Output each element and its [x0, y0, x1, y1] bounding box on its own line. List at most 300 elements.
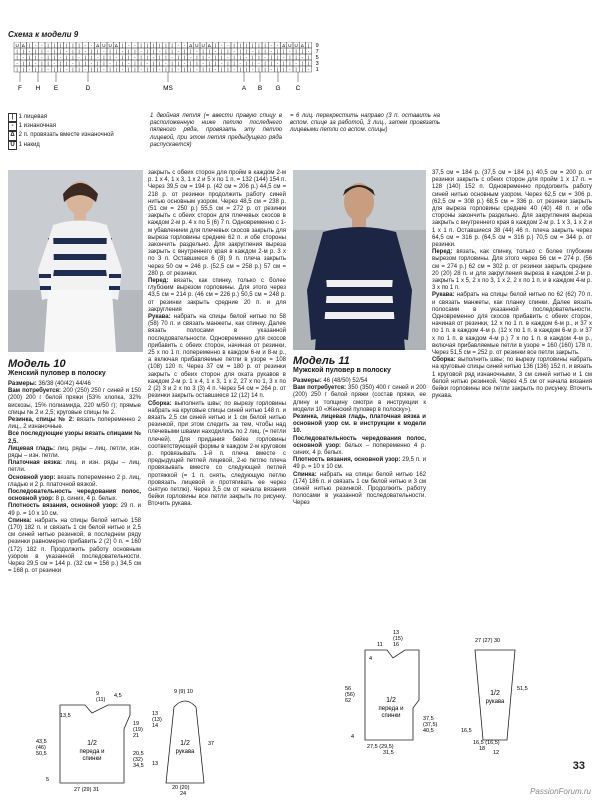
chart-symbol: -	[84, 67, 87, 72]
chart-symbol: |	[190, 67, 192, 72]
chart-symbol: |	[140, 43, 142, 48]
col1-paragraph-label: Последовательность чередования полос, основной узор:	[8, 489, 141, 503]
legend-text-1: 1 лицевая	[18, 114, 47, 120]
chart-symbol: |	[221, 49, 223, 54]
col1-paragraph	[8, 446, 141, 460]
chart-symbol: |	[146, 67, 148, 72]
chart-symbol: |	[159, 55, 161, 60]
col3-paragraph-text: белых – попеременно 4 р. синих, 4 р. белых.	[293, 442, 427, 457]
legend-row-2	[8, 122, 128, 131]
chart-symbol: |	[59, 43, 62, 48]
chart-symbol: |	[152, 61, 155, 66]
chart-symbol: -	[134, 43, 136, 48]
model-10-sleeves-text: набрать на спицы белой нитью по 58 (58) 70 п. и связать манжеты, как спинку. Далее вязать полосами в указанной последовательности. Одновременно для скосов прибавить с обеих сторон, начиная от резинки, 25 х по 1 п. попеременно в каждом 6-м и 8-м р., а включая прибавляемые петли в узоре = 108 (108) 120 п. Через 37 см = 180 р. от резинки закрыть с обеих сторон для оката рукавов в каждом 2-м р. 1 х 4, 1 х 3, 1 х 2, 27 х по 1, 3 х по 2 (2) 3 и 2 х по 3 (3) 4 п. Через 54 см = 264 р. от резинки закрыть оставшиеся 12 (12) 14 п.	[148, 314, 286, 400]
chart-symbol: |	[78, 61, 80, 66]
chart-symbol: |	[84, 55, 86, 60]
dim-11-s5: 18	[479, 746, 486, 752]
dim-10-l: (32)	[133, 757, 143, 763]
model-11-front-text: вязать, как спинку, только с более глубоким вырезом горловины. Для этого через 56 см = 274 р. (56 см = 274 р.) 62 см = 302 р. от резинки закрыть средние 20 (20) 28 п. и для закругления выреза в каждом 2-м р. закрыть 1 х 5, 2 х по 3, 1 х 2, 2 х по 1 п. и в каждом 4-м р. 3 х по 1 п.	[432, 249, 592, 292]
chart-symbol: -	[289, 67, 291, 72]
chart-symbol: |	[134, 49, 136, 54]
chart-marker-letter: E	[53, 85, 59, 92]
chart-marker-letter: MS	[163, 85, 173, 92]
model-11-continued-column	[432, 170, 592, 401]
chart-symbol: |	[72, 67, 74, 72]
col3-paragraph-label: Плотность вязания, основной узор:	[293, 457, 401, 464]
col1-paragraph	[8, 431, 141, 445]
model-11-body-label: 1/2	[386, 697, 396, 704]
col3-paragraph-text: 350 (350) 400 г синей и 200 (200) 250 г белой пряжи (состав пряжи, ее длину и толщину смотри в инструкции к модели 10 «Женский пуловер в полоску»).	[293, 385, 426, 413]
model-11-body-outline	[365, 650, 419, 740]
chart-row-number: 7	[315, 49, 319, 55]
chart-symbol: |	[202, 67, 204, 72]
dim-10-s5: 37	[208, 741, 215, 747]
dim-11-k: 40,5	[423, 728, 434, 734]
schema-title: Схема к модели 9	[8, 30, 79, 39]
chart-symbol: |	[202, 55, 204, 60]
chart-marker-letter: B	[257, 85, 263, 92]
chart-symbol: -	[28, 49, 31, 54]
col3-paragraph-text: 29,5 п. и 49 р. = 10 х 10 см.	[293, 457, 426, 471]
chart-symbol: |	[152, 43, 155, 48]
chart-symbol: |	[16, 55, 18, 60]
legend-symbol-2: -	[8, 122, 17, 131]
col1-paragraph-label: Размеры:	[8, 381, 37, 387]
chart-symbol: |	[264, 49, 266, 54]
chart-symbol: |	[152, 49, 155, 54]
dim-10-s4: 14	[152, 723, 159, 729]
dim-11-b: (15)	[393, 636, 403, 642]
chart-symbol: -	[121, 67, 124, 72]
chart-symbol: -	[146, 61, 149, 66]
dim-11-h: 62	[345, 698, 352, 704]
col1-paragraph-label: Плотность вязания, основной узор:	[8, 503, 118, 510]
chart-symbol: -	[270, 43, 273, 48]
model-11-back-text: 37,5 см = 184 р. (37,5 см = 184 р.) 40,5 см = 200 р. от резинки закрыть с обеих сторон для пройм 1 х 17 п. = 128 (140) 152 п. Одновременно продолжить работу синей нитью основным узором. Через 62,5 см = 306 р. (62,5 см = 308 р.) 68,5 см = 336 р. от резинки закрыть для выреза горловины средние 40 (40) 48 п. и обе стороны закончить раздельно. Для закругления выреза закрыть с внутреннего края в каждом 2-м р. 1 х 3, 1 х 2 и 1 х 1 п. Оставшиеся 38 (44) 46 п. плеча закрыть через 64,5 см = 316 р. (64,5 см = 316 р.) 70,5 см = 344 р. от резинки.	[432, 170, 592, 249]
chart-symbol: |	[171, 61, 173, 66]
chart-symbol: |	[140, 61, 142, 66]
chart-symbol: |	[270, 55, 272, 60]
chart-symbol: |	[41, 49, 43, 54]
chart-symbol: |	[208, 67, 210, 72]
chart-symbol: |	[301, 49, 303, 54]
chart-symbol: |	[103, 61, 105, 66]
watermark: PassionForum.ru	[530, 787, 591, 796]
chart-row-number: 5	[315, 55, 319, 61]
chart-symbol: Δ	[207, 43, 211, 48]
chart-symbol: -	[307, 67, 310, 72]
chart-symbol: -	[233, 49, 235, 54]
col3-paragraph	[293, 436, 426, 458]
chart-symbol: -	[90, 43, 93, 48]
chart-symbol: Δ	[96, 43, 100, 48]
chart-symbol: |	[53, 55, 55, 60]
chart-symbol: |	[72, 43, 74, 48]
dim-10-b: (11)	[96, 697, 106, 703]
col1-paragraph	[8, 475, 141, 489]
chart-symbol: |	[146, 55, 148, 60]
chart-symbol: -	[140, 67, 142, 72]
chart-symbol: |	[72, 55, 74, 60]
chart-symbol: |	[295, 67, 297, 72]
chart-symbol: -	[65, 49, 68, 54]
model-11-title: Модель 11	[293, 355, 350, 367]
chart-symbol: |	[28, 55, 31, 60]
col3-paragraph-text: 46 (48/50) 52/54	[321, 378, 368, 384]
chart-symbol: |	[72, 49, 74, 54]
chart-symbol: |	[183, 67, 186, 72]
dim-10-m: 34,5	[133, 763, 144, 769]
col3-paragraph-text: набрать на спицы белой нитью 162 (174) 186 п. и связать 1 см белой нитью и 3 см синей нитью резинкой. Продолжить работу полосами в указанной последовательности. Через	[293, 471, 426, 507]
col1-paragraph-text: 29 п. и 49 р. = 10 х 10 см.	[8, 503, 141, 517]
col1-paragraph-text: вязать попеременно 2 лиц., 2 изнаночные.	[8, 417, 141, 431]
chart-symbol: |	[90, 55, 93, 60]
chart-symbol: -	[276, 61, 279, 66]
chart-symbol: -	[90, 61, 93, 66]
chart-symbol: |	[16, 49, 18, 54]
col1-paragraph-label: Платочная вязка:	[8, 460, 63, 467]
model-10-sleeve-diagram	[150, 685, 220, 800]
model-10-body-label-3: спинки	[82, 756, 102, 762]
chart-symbol: |	[28, 43, 31, 48]
chart-symbol: |	[307, 55, 310, 60]
chart-symbol: |	[276, 67, 279, 72]
chart-symbol: |	[245, 43, 248, 48]
chart-symbol: |	[258, 49, 260, 54]
chart-symbol: U	[294, 43, 298, 48]
chart-symbol: |	[97, 61, 99, 66]
chart-symbol: |	[121, 43, 124, 48]
col3-paragraph	[293, 414, 426, 436]
dim-11-d: 11	[377, 642, 383, 648]
chart-symbol: |	[252, 43, 254, 48]
model-11-sleeves-text: набрать на спицы белой нитью по 62 (62) 70 п. и связать манжеты, как планку спинки. Далее вязать полосами в указанной последовательности. Одновременно для скосов прибавить с обеих сторон, начиная от резинки, 12 х по 1 п. в каждом 6-м р., и 37 х по 1 п. в каждом 4-м р. (12 х по 1 п. в каждом 6-м р. и 37 х по 1 п. в каждом 4-м р.) 7 х по 1 п. в каждом 4-м р., включая прибавляемые петли в узоре = 160 (160) 178 п. Через 51,5 см = 252 р. от резинки все петли закрыть.	[432, 292, 592, 357]
chart-row-number: 1	[315, 67, 319, 73]
chart-symbol: -	[115, 55, 118, 60]
photo-model-10	[8, 170, 143, 352]
dim-10-i: (46)	[36, 745, 46, 751]
col1-paragraph-label: Вам потребуется:	[8, 388, 61, 395]
chart-symbol: |	[258, 43, 260, 48]
chart-symbol: |	[128, 67, 130, 72]
legend-symbol-4: U	[8, 141, 17, 150]
chart-symbol: -	[214, 49, 217, 54]
col1-paragraph	[8, 417, 141, 431]
chart-symbol: -	[127, 61, 130, 66]
chart-symbol: -	[220, 43, 223, 48]
chart-symbol: -	[233, 67, 235, 72]
chart-symbol: |	[128, 55, 130, 60]
chart-symbol: -	[208, 55, 211, 60]
chart-symbol: |	[171, 67, 173, 72]
chart-symbol: -	[276, 43, 279, 48]
dim-10-s8: 24	[180, 791, 187, 797]
dim-11-c: 16	[393, 642, 400, 648]
chart-symbol: -	[227, 55, 229, 60]
chart-symbol: |	[97, 49, 99, 54]
chart-symbol: |	[196, 55, 198, 60]
model-11-front-label: Перед:	[432, 249, 453, 256]
chart-symbol: |	[258, 55, 260, 60]
chart-symbol: -	[171, 55, 173, 60]
man-in-striped-sweater-illustration	[293, 170, 426, 350]
chart-symbol: |	[41, 67, 43, 72]
dim-11-n: 31,5	[383, 750, 394, 755]
chart-symbol: -	[282, 55, 285, 60]
chart-symbol: -	[16, 61, 18, 66]
chart-symbol: U	[201, 43, 205, 48]
chart-symbol: |	[214, 55, 217, 60]
chart-symbol: -	[183, 61, 186, 66]
chart-symbol: |	[214, 43, 217, 48]
chart-symbol: -	[28, 67, 31, 72]
chart-symbol: Δ	[282, 43, 286, 48]
chart-symbol: -	[202, 61, 204, 66]
model-10-instructions	[8, 381, 141, 575]
model-10-continued-column	[148, 170, 286, 509]
dim-11-f: 56	[345, 686, 352, 692]
chart-symbol: -	[307, 49, 310, 54]
dim-11-s2: 51,5	[517, 686, 528, 692]
chart-symbol: |	[59, 67, 62, 72]
chart-symbol: |	[283, 49, 285, 54]
chart-symbol: -	[134, 55, 136, 60]
chart-symbol: |	[78, 43, 80, 48]
chart-symbol: U	[102, 43, 106, 48]
dim-10-s2: 13	[152, 711, 159, 717]
chart-symbol: |	[208, 49, 210, 54]
chart-symbol: |	[109, 49, 111, 54]
chart-symbol: -	[34, 61, 37, 66]
chart-marker-letter: C	[295, 85, 301, 92]
model-10-assembly-text: выполнить швы; по вырезу горловины набрать на круговые спицы синей нитью 148 п. и вязать 2,5 см синей нитью и 1 см белой нитью резинкой, при этом следить за тем, чтобы над плечевыми швами находились по 2 лиц. (= петли плечей). Для придания бейке горловины соответствующей формы в каждом 2-м круговом р. провязывать 1-й п. плеча вместе с предыдущей петлей лицевой, 2-ю петлю плеча провязывать вместе со следующей петлей протяжкой (= 1 п. снять, следующую петлю провязать лицевой и протягивать ее через снятую петлю). Через 3,5 см от начала вязания бейки горловины все петли закрыть по рисунку. Вточить рукава.	[148, 400, 286, 508]
col1-paragraph-text: 200 (250) 250 г синей и 150 (200) 200 г белой пряжи (53% хлопка, 32% вискозы, 15% полиамида, 220 м/50 г); прямые спицы № 2 и 2,5; круговые спицы № 2.	[8, 388, 141, 416]
chart-symbol: Δ	[114, 43, 118, 48]
model-11-assembly-text: выполнить швы; по вырезу горловины набрать на круговые спицы синей нитью 136 (136) 152 п. и вязать 1 круговой ряд изнаночными, 3 см синей нитью и 1 см белой нитью резинкой. Через 4,5 см от начала вязания бейки горловины все петли закрыть по рисунку. Вточить рукава.	[432, 357, 592, 400]
chart-symbol: -	[53, 61, 56, 66]
chart-symbol: |	[97, 67, 99, 72]
chart-symbol: |	[59, 61, 62, 66]
chart-symbol: -	[251, 49, 254, 54]
model-11-column	[293, 355, 426, 508]
chart-symbol: |	[295, 55, 297, 60]
chart-symbol: |	[258, 67, 260, 72]
chart-symbol: |	[165, 43, 167, 48]
chart-symbol: |	[227, 49, 229, 54]
chart-symbol: |	[53, 49, 55, 54]
chart-symbol: |	[264, 67, 266, 72]
chart-symbol: -	[177, 67, 180, 72]
chart-symbol: |	[307, 43, 310, 48]
chart-symbol: |	[53, 67, 55, 72]
woman-in-striped-sweater-illustration	[8, 170, 143, 352]
legend-text-2: 1 изнаночная	[18, 123, 56, 130]
chart-symbol: |	[66, 55, 68, 60]
dim-11-l: 4	[351, 734, 355, 740]
model-11-sleeves-label: Рукава:	[432, 292, 455, 299]
chart-symbol: U	[195, 43, 199, 48]
dim-10-h: 43,5	[36, 739, 47, 745]
chart-marker-letter: F	[18, 85, 22, 92]
chart-symbol: |	[208, 61, 210, 66]
model-10-body-label: 1/2	[87, 740, 97, 747]
dim-11-j: (37,5)	[423, 722, 438, 728]
legend-text-3: 2 п. провязать вместе изнаночной	[18, 132, 114, 139]
chart-symbol: |	[115, 61, 117, 66]
model-10-front-text: вязать, как спинку, только с более глубоким вырезом горловины. Для этого через 43,5 см = 214 р. (46 см = 226 р.) 50,5 см = 248 р. от резинки закрыть средние 20 п. и для закругления	[148, 278, 286, 313]
chart-symbol: |	[276, 49, 279, 54]
chart-symbol: -	[220, 61, 223, 66]
col3-paragraph	[293, 385, 426, 414]
chart-symbol: Δ	[189, 43, 193, 48]
col3-paragraph-label: Размеры:	[293, 378, 322, 384]
dim-11-g: (56)	[345, 692, 355, 698]
model-10-back-text: закрыть с обеих сторон для пройм в каждом 2-м р. 1 х 4, 1 х 3, 1 х 2 и 5 х по 1 п. = 132 (144) 154 п. Через 39,5 см = 194 р. (42 см = 206 р.) 44,5 см = 218 р. от резинки продолжить работу синей нитью основным узором. Через 48,5 см = 238 р. (51 см = 250 р.) 55,5 см = 272 р. от резинки закрыть с обеих сторон для плечевых скосов в каждом 2-м р. 4 х по 5 (6) 7 п. Одновременно с 1-м убавлением для плечевых скосов закрыть для выреза горловины средние 62 п. и обе стороны закончить раздельно. Для закругления выреза закрыть с внутреннего края в каждом 2-м р. 3 х по 3 п. Оставшиеся 6 (8) 9 п. плеча закрыть через 50 см = 246 р. (52,5 см = 258 р.) 57 см = 280 р. от резинки.	[148, 170, 286, 277]
legend-double-stitch	[150, 113, 282, 149]
chart-symbol: -	[258, 61, 260, 66]
photo-model-11	[293, 170, 426, 350]
dim-10-s1: 9 (9) 10	[174, 689, 193, 695]
legend-symbol-1: |	[8, 113, 17, 122]
knitting-chart	[8, 42, 343, 114]
chart-symbol: |	[115, 67, 117, 72]
model-10-front-label: Перед:	[148, 278, 169, 285]
col1-paragraph	[8, 489, 141, 503]
legend-row-3	[8, 131, 128, 140]
chart-symbol: |	[66, 43, 68, 48]
chart-symbol: -	[158, 49, 161, 54]
chart-symbol: |	[35, 67, 37, 72]
col1-paragraph-label: Спинка:	[8, 517, 32, 524]
chart-symbol: -	[59, 55, 62, 60]
model-10-assembly-label: Сборка:	[148, 400, 172, 407]
chart-marker-letter: A	[241, 85, 247, 92]
chart-symbol: |	[283, 67, 285, 72]
chart-symbol: |	[22, 49, 24, 54]
chart-symbol: |	[264, 61, 266, 66]
chart-symbol: |	[227, 67, 229, 72]
model-10-subtitle: Женский пуловер в полоску	[8, 370, 106, 377]
legend-symbol-3: Δ	[8, 131, 17, 140]
chart-symbol: |	[214, 61, 217, 66]
col3-paragraph	[293, 472, 426, 508]
dim-10-a: 9	[96, 691, 100, 697]
chart-symbol: |	[177, 61, 179, 66]
schema-legend	[8, 113, 128, 150]
chart-symbol: -	[41, 43, 43, 48]
chart-symbol: -	[109, 61, 111, 66]
chart-marker-letter: D	[85, 85, 91, 92]
dim-10-f: (19)	[133, 727, 143, 733]
chart-symbol: |	[227, 61, 229, 66]
chart-symbol: |	[196, 61, 198, 66]
model-10-sleeve-label-2: рукава	[175, 749, 195, 755]
chart-symbol: |	[109, 55, 111, 60]
chart-symbol: |	[103, 55, 105, 60]
model-10-title: Модель 10	[8, 358, 66, 370]
model-10-sleeves-label: Рукава:	[148, 314, 171, 321]
chart-symbol: U	[288, 43, 292, 48]
chart-symbol: |	[190, 49, 192, 54]
dim-10-e: 19	[133, 721, 140, 727]
model-10-body-label-2: переда и	[79, 749, 105, 755]
chart-symbol: |	[47, 43, 49, 48]
chart-symbol: |	[177, 55, 179, 60]
col1-paragraph	[8, 518, 141, 576]
chart-symbol: |	[165, 55, 167, 60]
chart-symbol: |	[202, 49, 204, 54]
chart-symbol: -	[127, 43, 130, 48]
dim-10-s6: 13	[152, 761, 159, 767]
chart-symbol: |	[78, 67, 80, 72]
col1-paragraph	[8, 388, 141, 417]
chart-symbol: |	[221, 67, 223, 72]
chart-symbol: -	[177, 43, 180, 48]
chart-symbol: |	[84, 61, 86, 66]
chart-symbol: |	[264, 43, 266, 48]
chart-symbol: |	[128, 49, 130, 54]
chart-symbol: |	[35, 55, 37, 60]
chart-symbol: -	[189, 55, 192, 60]
col1-paragraph-label: Все последующие узоры вязать спицами № 2,5.	[8, 431, 141, 445]
chart-symbol: |	[159, 61, 161, 66]
chart-symbol: -	[103, 49, 105, 54]
col1-paragraph-text: 8 р. синих, 4 р. белых.	[53, 496, 118, 503]
chart-symbol: |	[78, 49, 80, 54]
col3-paragraph-label: Вам потребуется:	[293, 385, 346, 392]
dim-11-a: 13	[393, 630, 400, 636]
dim-11-s3: 16,5	[461, 728, 472, 734]
chart-symbol: -	[289, 49, 291, 54]
chart-symbol: |	[109, 67, 111, 72]
dim-11-s4: 16,5 (16,5)	[473, 740, 500, 746]
dim-10-j: 50,5	[36, 751, 47, 757]
col1-paragraph-label: Резинка, спицы № 2:	[8, 417, 75, 424]
legend-row-4	[8, 141, 128, 150]
legend-text-4: 1 накид	[18, 141, 40, 148]
legend-row-1	[8, 113, 128, 122]
chart-symbol: |	[221, 55, 223, 60]
model-11-body-label-3: спинки	[381, 713, 401, 719]
model-11-sleeve-label: 1/2	[490, 690, 500, 697]
col1-paragraph	[8, 503, 141, 517]
chart-symbol: |	[270, 61, 272, 66]
col1-paragraph-text: 36/38 (40/42) 44/46	[36, 381, 91, 387]
chart-symbol: Δ	[21, 43, 25, 48]
chart-symbol: |	[233, 43, 235, 48]
chart-symbol: |	[252, 55, 254, 60]
chart-symbol: -	[245, 55, 248, 60]
col3-paragraph-label: Спинка:	[293, 471, 317, 478]
chart-symbol: |	[121, 55, 124, 60]
chart-symbol: |	[245, 49, 248, 54]
dim-10-g: 21	[133, 733, 140, 739]
chart-symbol: |	[171, 49, 173, 54]
chart-symbol: -	[84, 49, 87, 54]
chart-symbol: -	[177, 49, 180, 54]
col1-paragraph-text: лиц. и изн. ряды – лиц. петли.	[8, 460, 141, 474]
chart-symbol: -	[270, 49, 273, 54]
chart-symbol: -	[196, 67, 198, 72]
chart-symbol: |	[159, 43, 161, 48]
dim-11-i: 37,5	[423, 716, 434, 722]
chart-symbol: -	[227, 43, 229, 48]
chart-symbol: -	[196, 49, 198, 54]
chart-symbol: |	[183, 55, 186, 60]
dim-10-s3: (13)	[152, 717, 162, 723]
chart-marker-letter: H	[35, 85, 41, 92]
chart-symbol: |	[245, 67, 248, 72]
